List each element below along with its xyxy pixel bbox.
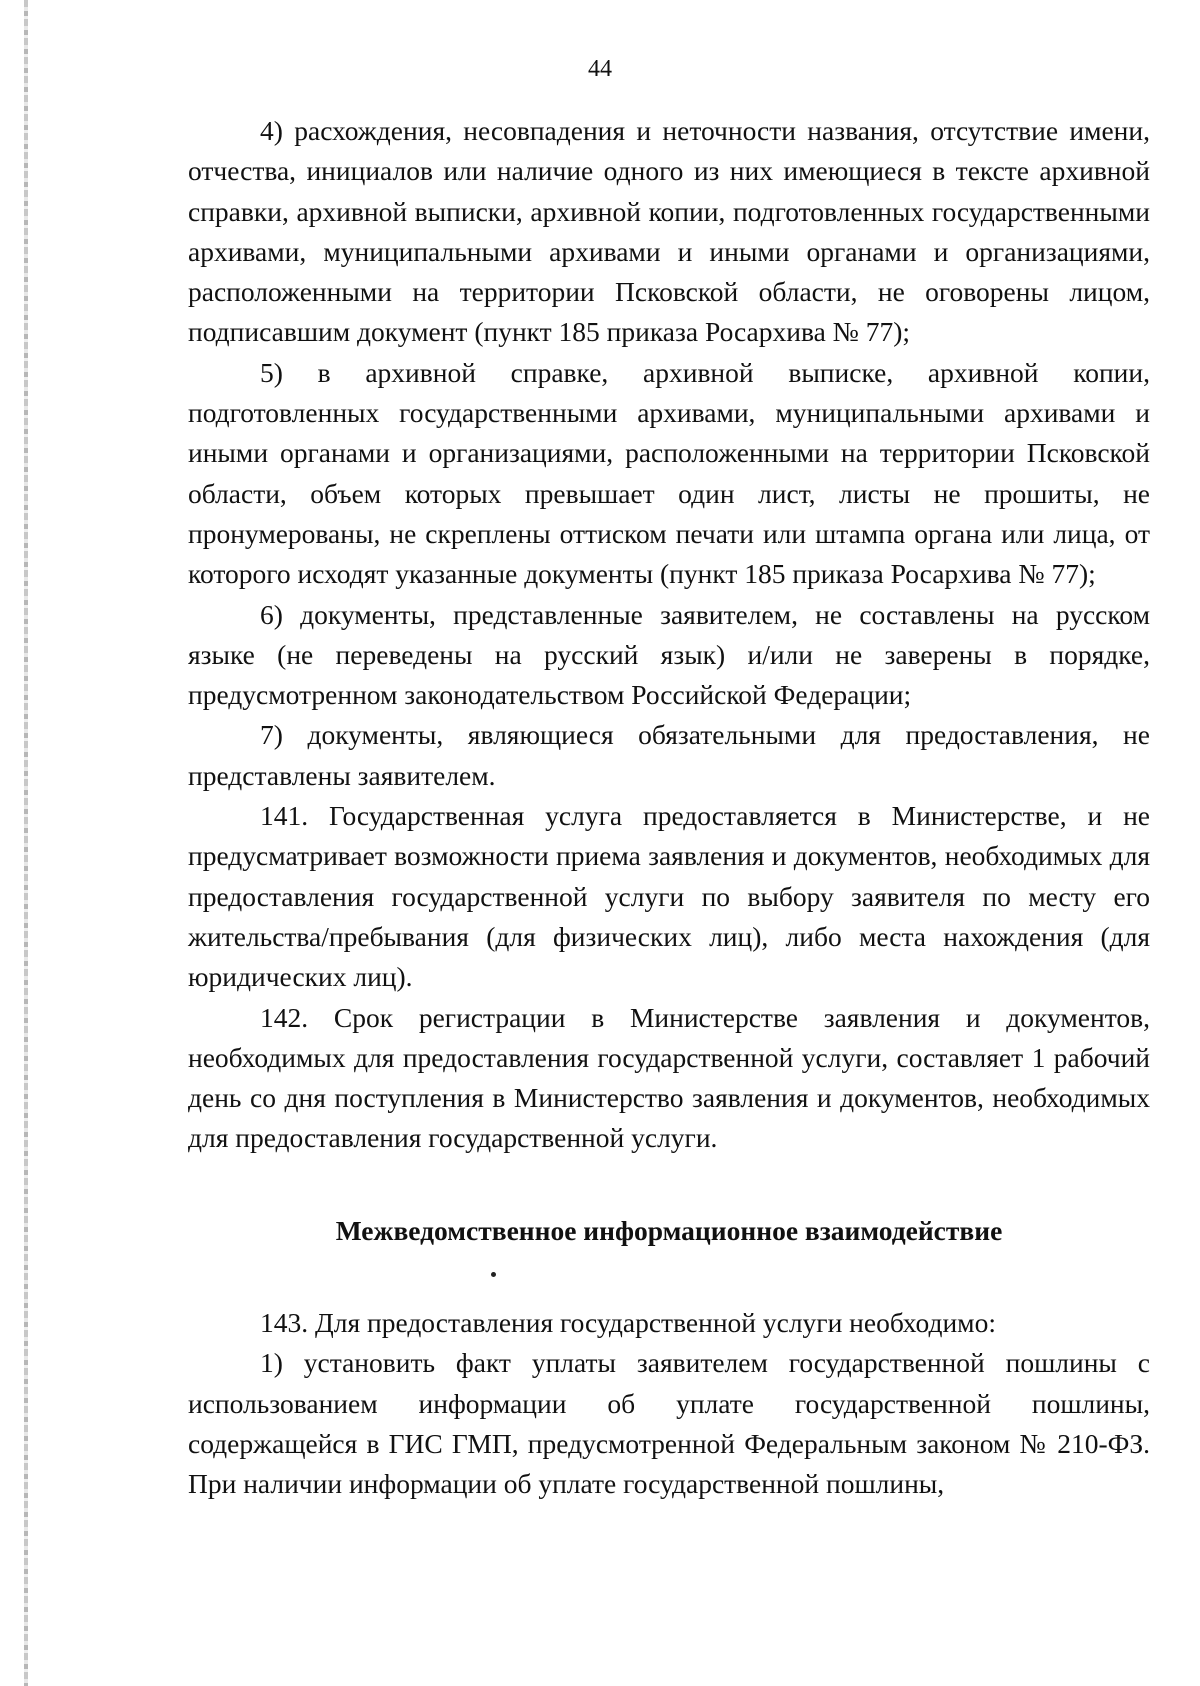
paragraph-item-7: 7) документы, являющиеся обязательными для предоставления, не представлены заявителем. [188, 719, 1150, 791]
document-body [188, 111, 1150, 1505]
paragraph-item-6: 6) документы, представленные заявителем, не составлены на русском языке (не переведены на русский язык) и/или не заверены в порядке, предусмотренном законодательством Российской Федерации; [188, 598, 1150, 711]
paragraph-143: 143. Для предоставления государственной услуги необходимо: [260, 1307, 996, 1339]
section-heading: Межведомственное информационное взаимодействие [335, 1214, 1003, 1246]
scan-binding-edge [24, 0, 28, 1686]
paragraph-143-item-1: 1) установить факт уплаты заявителем государственной пошлины с использованием информации об уплате государственной пошлины, содержащейся в ГИС ГМП, предусмотренной Федеральным законом № 210-ФЗ. При наличии информации об уплате государственной пошлины, [188, 1347, 1150, 1500]
page-number: 44 [588, 56, 612, 82]
spacer [188, 1159, 1150, 1211]
paragraph-item-5: 5) в архивной справке, архивной выписке, архивной копии, подготовленных государственными архивами, муниципальными архивами и иными органами и организациями, расположенными на территории Псковской области, объем которых превышает один лист, листы не прошиты, не пронумерованы, не скреплены оттиском печати или штампа органа или лица, от которого исходят указанные документы (пункт 185 приказа Росархива № 77); [188, 356, 1150, 590]
paragraph-142: 142. Срок регистрации в Министерстве заявления и документов, необходимых для предоставления государственной услуги, составляет 1 рабочий день со дня поступления в Министерство заявления и документов, необходимых для предоставления государственной услуги. [188, 1001, 1150, 1154]
spacer [188, 1251, 1150, 1303]
scan-speck [491, 1272, 496, 1277]
paragraph-141: 141. Государственная услуга предоставляется в Министерстве, и не предусматривает возможности приема заявления и документов, необходимых для предоставления государственной услуги по выбору заявителя по месту его жительства/пребывания (для физических лиц), либо места нахождения (для юридических лиц). [188, 800, 1150, 993]
paragraph-item-4: 4) расхождения, несовпадения и неточности названия, отсутствие имени, отчества, инициалов или наличие одного из них имеющиеся в тексте архивной справки, архивной выписки, архивной копии, подготовленных государственными архивами, муниципальными архивами и иными органами и организациями, расположенными на территории Псковской области, не оговорены лицом, подписавшим документ (пункт 185 приказа Росархива № 77); [188, 115, 1150, 348]
